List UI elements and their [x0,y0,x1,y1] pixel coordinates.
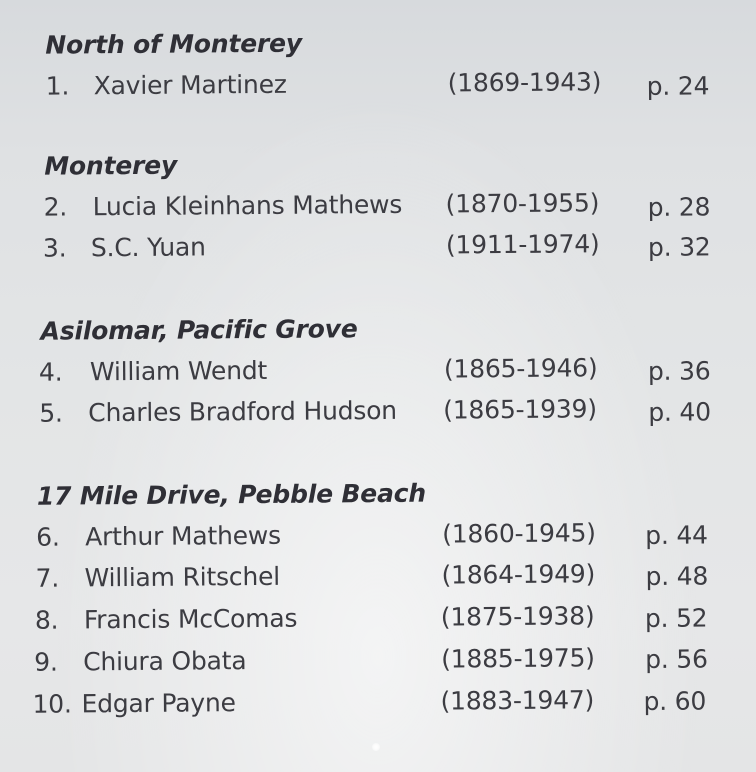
artist-name: Xavier Martinez [93,69,287,101]
entry-number: 5. [39,398,63,428]
entry-number: 9. [34,647,58,677]
page-reference: p. 56 [645,644,708,674]
list-item [2,228,756,274]
entry-number: 10. [32,689,72,719]
artist-years: (1864-1949) [441,559,596,590]
artist-name: William Ritschel [84,561,281,593]
section-heading-north-of-monterey: North of Monterey [45,28,303,60]
artist-years: (1875-1938) [440,601,595,632]
entry-number: 4. [38,357,63,387]
light-reflection [372,743,380,751]
artist-name: Arthur Mathews [85,520,282,552]
artist-years: (1860-1945) [442,518,596,549]
list-item [5,642,756,688]
page-reference: p. 44 [645,520,708,550]
section-heading-monterey: Monterey [44,150,178,181]
list-item [4,558,756,604]
entry-number: 1. [45,71,70,101]
artist-years: (1870-1955) [445,188,600,219]
list-item [4,517,756,563]
page-reference: p. 40 [648,397,711,427]
entry-number: 8. [34,605,59,635]
entry-number: 6. [36,522,60,552]
page-reference: p. 60 [643,686,707,716]
artist-years: (1883-1947) [440,685,595,716]
artist-name: Charles Bradford Hudson [88,395,398,428]
entry-number: 3. [42,233,67,263]
artist-name: Chiura Obata [83,646,247,677]
list-item [2,187,756,233]
artist-years: (1885-1975) [441,643,595,674]
artist-years: (1869-1943) [447,67,602,98]
artist-name: William Wendt [89,355,268,387]
artist-name: S.C. Yuan [90,232,206,263]
artist-name: Lucia Kleinhans Mathews [92,189,403,222]
artist-years: (1865-1946) [443,353,598,384]
list-item [3,393,756,439]
artist-years: (1865-1939) [443,394,597,425]
artist-name: Edgar Payne [81,688,236,719]
list-item [5,684,756,730]
page-reference: p. 32 [647,232,711,262]
section-heading-asilomar-pacific-grove: Asilomar, Pacific Grove [40,314,358,346]
entry-number: 2. [43,192,68,222]
list-item [3,352,756,398]
page-reference: p. 36 [647,356,711,386]
page-reference: p. 24 [646,71,710,101]
page-reference: p. 48 [645,561,709,591]
artist-years: (1911-1974) [445,229,600,260]
section-heading-17-mile-drive-pebble-beach: 17 Mile Drive, Pebble Beach [36,478,427,511]
page-reference: p. 52 [644,603,708,633]
list-item [1,66,756,112]
artist-name: Francis McComas [83,603,298,635]
page-reference: p. 28 [647,192,711,222]
entry-number: 7. [35,563,60,593]
list-item [5,600,756,646]
